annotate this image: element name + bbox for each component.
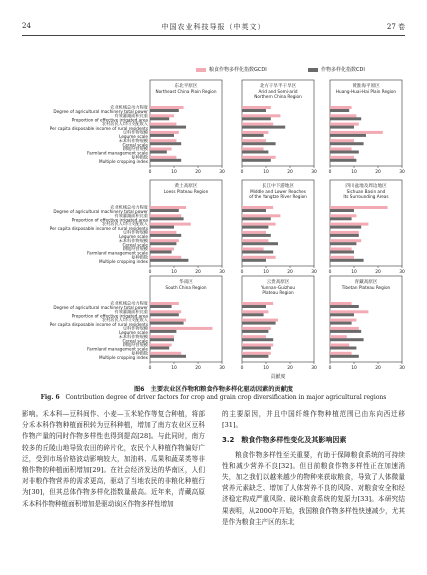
journal-title: 中国农业科技导报（中英文） bbox=[161, 23, 266, 31]
panel-title-en: Its Surrounding Areas bbox=[343, 194, 389, 199]
category-label-en: Multiple cropping index bbox=[98, 159, 148, 164]
x-tick-label: 0 bbox=[240, 270, 244, 275]
panel-title-cn: 黄土高原区 bbox=[174, 184, 198, 189]
bar-gcdi bbox=[330, 148, 352, 151]
bar-gcdi bbox=[330, 106, 352, 109]
category-label-cn: 农村居民人均可支配收入 bbox=[101, 317, 148, 323]
bar-gcdi bbox=[242, 206, 273, 209]
bar-cdi bbox=[150, 142, 181, 145]
panel-title-en: Sichuan Basin and bbox=[346, 189, 386, 194]
x-tick-label: 20 bbox=[287, 270, 293, 275]
bar-cdi bbox=[330, 151, 359, 154]
bar-cdi bbox=[150, 330, 176, 333]
x-tick-label: 20 bbox=[195, 270, 201, 275]
category-label-en: Per capita disposable income of rural residents bbox=[49, 321, 148, 327]
legend-label-cdi: 作物多样化指数CDI bbox=[321, 67, 365, 73]
bar-gcdi bbox=[150, 206, 186, 209]
bar-cdi bbox=[150, 355, 186, 358]
x-tick-label: 10 bbox=[351, 366, 357, 371]
bar-cdi bbox=[242, 142, 276, 145]
bar-gcdi bbox=[150, 302, 179, 305]
bar-cdi bbox=[150, 126, 186, 129]
category-label-en: Per capita disposable income of rural residents bbox=[49, 125, 148, 131]
bar-cdi bbox=[242, 313, 264, 316]
category-label-cn: 有效灌溉面积比重 bbox=[114, 308, 148, 314]
x-tick-label: 0 bbox=[328, 366, 332, 371]
x-tick-label: 20 bbox=[287, 366, 293, 371]
bar-gcdi bbox=[150, 256, 181, 259]
bar-gcdi bbox=[242, 335, 266, 338]
x-tick-label: 10 bbox=[263, 366, 269, 371]
body-column-right bbox=[222, 409, 405, 528]
bar-gcdi bbox=[242, 319, 278, 322]
bar-gcdi bbox=[242, 310, 268, 313]
panel-title-en: Tibetan Plateau Region bbox=[341, 285, 391, 290]
bar-gcdi bbox=[150, 319, 186, 322]
bar-gcdi bbox=[242, 231, 266, 234]
bar-cdi bbox=[242, 259, 266, 262]
bar-cdi bbox=[330, 126, 354, 129]
bar-gcdi bbox=[242, 148, 264, 151]
bar-gcdi bbox=[150, 335, 174, 338]
bar-gcdi bbox=[242, 352, 271, 355]
x-tick-label: 20 bbox=[287, 170, 293, 175]
bar-cdi bbox=[242, 242, 278, 245]
bar-gcdi bbox=[150, 148, 172, 151]
category-label-cn: 禾本科作物规模 bbox=[118, 237, 148, 243]
bar-cdi bbox=[150, 347, 169, 350]
bar-gcdi bbox=[330, 206, 388, 209]
bar-gcdi bbox=[330, 344, 349, 347]
category-label-en: Farmland management scale bbox=[87, 250, 148, 256]
x-axis-label: 贡献度 bbox=[270, 374, 286, 380]
bar-cdi bbox=[330, 242, 356, 245]
bar-gcdi bbox=[150, 131, 179, 134]
chart-legend bbox=[196, 66, 408, 74]
bar-gcdi bbox=[330, 248, 352, 251]
x-tick-label: 0 bbox=[328, 170, 332, 175]
bar-cdi bbox=[330, 259, 364, 262]
bar-gcdi bbox=[150, 114, 174, 117]
figure-caption-en bbox=[22, 394, 405, 401]
panel-title-cn: 东北平原区 bbox=[174, 84, 198, 89]
body-column-left bbox=[22, 409, 205, 510]
panel-title-cn: 长江中下游地区 bbox=[261, 184, 295, 189]
x-tick-label: 10 bbox=[171, 170, 177, 175]
bar-cdi bbox=[330, 134, 366, 137]
bar-cdi bbox=[242, 355, 268, 358]
bar-cdi bbox=[242, 322, 276, 325]
bar-gcdi bbox=[150, 248, 174, 251]
bar-cdi bbox=[330, 251, 354, 254]
bar-gcdi bbox=[330, 335, 347, 338]
category-label-cn: 农业机械总动力程度 bbox=[110, 300, 148, 306]
bar-gcdi bbox=[150, 327, 212, 330]
x-tick-label: 0 bbox=[148, 366, 152, 371]
category-label-en: Proportion of effective irrigated area bbox=[71, 117, 148, 123]
category-label-en: Farmland management scale bbox=[87, 150, 148, 156]
paragraph: 的主要原因，并且中国纤维作物种植范围已由东向西迁移[31]。 bbox=[222, 410, 405, 430]
panel-title-en: of the Yangtze River Region bbox=[249, 194, 307, 199]
bar-gcdi bbox=[150, 106, 184, 109]
bar-cdi bbox=[330, 313, 354, 316]
bar-gcdi bbox=[330, 131, 383, 134]
x-tick-label: 30 bbox=[219, 170, 225, 175]
bar-gcdi bbox=[242, 156, 276, 159]
bar-cdi bbox=[242, 330, 268, 333]
bar-gcdi bbox=[150, 231, 176, 234]
x-tick-label: 30 bbox=[311, 170, 317, 175]
bar-gcdi bbox=[330, 310, 368, 313]
panel-title-cn: 黄淮海平原区 bbox=[352, 84, 380, 89]
x-tick-label: 30 bbox=[219, 270, 225, 275]
bar-cdi bbox=[242, 117, 271, 120]
bar-gcdi bbox=[330, 302, 352, 305]
category-label-en: Cereal scale bbox=[122, 242, 148, 248]
category-label-cn: 农业机械总动力程度 bbox=[110, 104, 148, 110]
bar-cdi bbox=[150, 159, 181, 162]
bar-gcdi bbox=[242, 106, 271, 109]
bar-gcdi bbox=[330, 319, 356, 322]
panel-title-en: Northern China Region bbox=[254, 94, 302, 99]
bar-cdi bbox=[330, 330, 361, 333]
bar-cdi bbox=[330, 347, 356, 350]
bar-gcdi bbox=[330, 352, 352, 355]
bar-gcdi bbox=[330, 223, 368, 226]
panel-title-cn: 云贵高原区 bbox=[266, 280, 290, 285]
bar-gcdi bbox=[242, 139, 266, 142]
bar-cdi bbox=[150, 338, 174, 341]
bar-gcdi bbox=[330, 214, 356, 217]
volume-label: 27 卷 bbox=[386, 23, 405, 31]
category-label-cn: 有效灌溉面积比重 bbox=[114, 212, 148, 218]
category-label-en: Proportion of effective irrigated area bbox=[71, 313, 148, 319]
section-heading: 3.2 粮食作物多样性变化及其影响因素 bbox=[222, 436, 347, 445]
x-tick-label: 30 bbox=[399, 366, 405, 371]
bar-cdi bbox=[242, 226, 268, 229]
x-tick-label: 10 bbox=[351, 170, 357, 175]
bar-gcdi bbox=[330, 256, 354, 259]
category-label-cn: 豆科作物规模 bbox=[122, 129, 148, 135]
header-rule bbox=[22, 35, 405, 36]
bar-cdi bbox=[330, 226, 361, 229]
bar-cdi bbox=[150, 305, 172, 308]
bar-gcdi bbox=[150, 223, 191, 226]
panel-title-cn: 华南区 bbox=[179, 280, 193, 285]
legend-label-gcdi: 粮食作物多样化指数GCDI bbox=[209, 67, 267, 73]
panel-title-en: Northeast China Plain Region bbox=[155, 89, 217, 94]
category-label-cn: 豆科作物规模 bbox=[122, 325, 148, 331]
bar-cdi bbox=[330, 159, 356, 162]
panel-title-cn: 青藏高原区 bbox=[354, 280, 378, 285]
bar-gcdi bbox=[150, 352, 181, 355]
bar-gcdi bbox=[242, 131, 268, 134]
category-label-cn: 有效灌溉面积比重 bbox=[114, 112, 148, 118]
category-label-en: Multiple cropping index bbox=[98, 355, 148, 360]
legend-swatch-cdi bbox=[308, 68, 318, 72]
bar-cdi bbox=[242, 251, 273, 254]
category-label-cn: 农村居民人均可支配收入 bbox=[101, 121, 148, 127]
x-tick-label: 20 bbox=[375, 366, 381, 371]
category-label-cn: 农业机械总动力程度 bbox=[110, 204, 148, 210]
bar-gcdi bbox=[330, 239, 361, 242]
panel-title-en: Loess Plateau Region bbox=[163, 189, 209, 194]
x-tick-label: 20 bbox=[195, 366, 201, 371]
panel-title-en: Plateau Region bbox=[262, 290, 294, 295]
bar-cdi bbox=[242, 234, 271, 237]
bar-gcdi bbox=[242, 123, 273, 126]
x-tick-label: 0 bbox=[328, 270, 332, 275]
category-label-en: Farmland management scale bbox=[87, 346, 148, 352]
category-label-en: Degree of agricultural machinery total power bbox=[53, 209, 148, 215]
category-label-cn: 复种指数 bbox=[131, 154, 148, 160]
category-label-en: Degree of agricultural machinery total power bbox=[53, 305, 148, 311]
bar-cdi bbox=[150, 226, 174, 229]
figure-6-chart bbox=[20, 76, 412, 380]
bar-gcdi bbox=[242, 344, 273, 347]
bar-cdi bbox=[242, 126, 285, 129]
bar-cdi bbox=[242, 159, 271, 162]
x-tick-label: 10 bbox=[263, 270, 269, 275]
category-label-cn: 复种指数 bbox=[131, 254, 148, 260]
category-label-cn: 耕地经营规模 bbox=[122, 342, 148, 348]
x-tick-label: 10 bbox=[351, 270, 357, 275]
bar-cdi bbox=[330, 305, 359, 308]
panel-title-en: Huang-Huai-Hai Plain Region bbox=[335, 89, 397, 94]
x-tick-label: 30 bbox=[399, 270, 405, 275]
paragraph: 粮食作物多样性至关重要，有助于保障粮食系统的可持续性和减少营养不良[32]。但目前粮食作物多样性正在加速消失，加之我们以越来越少的物种来获取粮食，导致了人体微量营养元素缺乏、增加了人体营养不良的风险、对粮食安全和经济稳定构成严重风险、破坏粮食系统的复原力[33]。本研究结果表明，从2000年开始，我国粮食作物多样性快速减少，尤其是作为粮食主产区的东北 bbox=[222, 450, 405, 526]
bar-cdi bbox=[242, 151, 268, 154]
x-tick-label: 0 bbox=[148, 270, 152, 275]
category-label-en: Cereal scale bbox=[122, 338, 148, 344]
bar-gcdi bbox=[150, 239, 179, 242]
category-label-cn: 禾本科作物规模 bbox=[118, 333, 148, 339]
bar-gcdi bbox=[242, 114, 280, 117]
panel-title-en: Middle and Lower Reaches bbox=[250, 189, 306, 194]
x-tick-label: 30 bbox=[219, 366, 225, 371]
bar-gcdi bbox=[242, 223, 276, 226]
bar-cdi bbox=[150, 322, 184, 325]
bar-cdi bbox=[330, 142, 364, 145]
x-tick-label: 20 bbox=[375, 170, 381, 175]
bar-gcdi bbox=[150, 310, 181, 313]
bar-cdi bbox=[330, 209, 354, 212]
category-label-cn: 耕地经营规模 bbox=[122, 146, 148, 152]
bar-cdi bbox=[150, 234, 181, 237]
category-label-en: Legume scale bbox=[119, 134, 148, 140]
bar-cdi bbox=[330, 217, 352, 220]
bar-gcdi bbox=[330, 123, 359, 126]
bar-cdi bbox=[330, 338, 364, 341]
bar-cdi bbox=[150, 109, 179, 112]
x-tick-label: 20 bbox=[195, 170, 201, 175]
x-tick-label: 10 bbox=[263, 170, 269, 175]
paragraph: 影响。禾本科—豆科间作、小麦—玉米轮作等复合种植，将部分禾本科作物种植面积转为豆科种植，增加了南方农业区豆科作物产量的同时作物多样性也得到提高[28]。与此同时，南方较多的丘陵山地导致农田的碎片化，农民个人种植作物偏好广泛，受到市场价格波动影响较大，加油料、瓜果和蔬菜类等非粮作物的种植面积增加[29]。在社会经济发达的华南区，人们对非粮作物营养的需求更高，驱动了当地农民的非粮化种植行为[30]，但其总体作物多样化指数量最高。近年来，青藏高原禾本科作物种植面积增加是驱动该区作物多样性增加 bbox=[22, 410, 205, 508]
figure-caption-en-text: Contribution degree of driver factors for crop and grain crop diversification in major agricultural regions bbox=[65, 394, 387, 401]
category-label-en: Per capita disposable income of rural residents bbox=[49, 225, 148, 231]
page-header bbox=[22, 22, 405, 34]
bar-cdi bbox=[150, 217, 184, 220]
bar-cdi bbox=[330, 117, 361, 120]
bar-gcdi bbox=[242, 327, 271, 330]
bar-cdi bbox=[330, 355, 359, 358]
figure-label: Fig. 6 bbox=[40, 394, 60, 401]
panel-title-en: Yunnan-Guizhou bbox=[260, 285, 296, 290]
x-tick-label: 0 bbox=[240, 170, 244, 175]
x-tick-label: 30 bbox=[311, 270, 317, 275]
legend-swatch-gcdi bbox=[196, 68, 206, 72]
bar-gcdi bbox=[150, 139, 176, 142]
x-tick-label: 10 bbox=[171, 270, 177, 275]
category-label-en: Legume scale bbox=[119, 234, 148, 240]
page-number: 24 bbox=[22, 22, 31, 30]
x-tick-label: 0 bbox=[240, 366, 244, 371]
category-label-cn: 农村居民人均可支配收入 bbox=[101, 221, 148, 227]
panel-title-en: South China Region bbox=[165, 285, 207, 290]
bar-cdi bbox=[150, 251, 172, 254]
panel-title-cn: 四川盆地及周边地区 bbox=[345, 184, 387, 189]
category-label-en: Legume scale bbox=[119, 330, 148, 336]
category-label-en: Cereal scale bbox=[122, 142, 148, 148]
bar-gcdi bbox=[150, 156, 176, 159]
bar-cdi bbox=[150, 151, 167, 154]
category-label-en: Multiple cropping index bbox=[98, 259, 148, 264]
bar-gcdi bbox=[330, 156, 354, 159]
bar-cdi bbox=[150, 313, 179, 316]
bar-cdi bbox=[150, 117, 169, 120]
x-tick-label: 0 bbox=[148, 170, 152, 175]
bar-cdi bbox=[242, 134, 264, 137]
bar-cdi bbox=[242, 217, 271, 220]
bar-cdi bbox=[330, 322, 352, 325]
bar-cdi bbox=[150, 259, 188, 262]
bar-cdi bbox=[242, 305, 266, 308]
bar-gcdi bbox=[242, 248, 264, 251]
bar-gcdi bbox=[330, 231, 359, 234]
category-label-cn: 复种指数 bbox=[131, 350, 148, 356]
bar-cdi bbox=[242, 338, 273, 341]
category-label-en: Proportion of effective irrigated area bbox=[71, 217, 148, 223]
bar-cdi bbox=[330, 109, 349, 112]
panel-title-cn: 北方干旱半干旱区 bbox=[259, 84, 297, 89]
bar-gcdi bbox=[242, 302, 273, 305]
x-tick-label: 20 bbox=[375, 270, 381, 275]
category-label-cn: 耕地经营规模 bbox=[122, 246, 148, 252]
x-tick-label: 30 bbox=[311, 366, 317, 371]
bar-gcdi bbox=[242, 256, 276, 259]
bar-cdi bbox=[150, 242, 176, 245]
bar-cdi bbox=[330, 234, 359, 237]
legend-item-cdi bbox=[308, 66, 365, 73]
bar-gcdi bbox=[330, 327, 359, 330]
bar-gcdi bbox=[330, 139, 354, 142]
bar-gcdi bbox=[150, 123, 176, 126]
bar-gcdi bbox=[242, 214, 280, 217]
bar-gcdi bbox=[330, 114, 356, 117]
bar-cdi bbox=[150, 209, 179, 212]
panel-title-en: Arid and Semi-arid bbox=[258, 89, 298, 94]
bar-gcdi bbox=[150, 344, 172, 347]
legend-item-gcdi bbox=[196, 66, 267, 73]
bar-cdi bbox=[242, 347, 271, 350]
bar-gcdi bbox=[150, 214, 181, 217]
bar-cdi bbox=[150, 134, 174, 137]
bar-gcdi bbox=[242, 239, 268, 242]
x-tick-label: 10 bbox=[171, 366, 177, 371]
category-label-cn: 豆科作物规模 bbox=[122, 229, 148, 235]
category-label-cn: 禾本科作物规模 bbox=[118, 137, 148, 143]
figure-caption-cn: 图6 主要农业区作物和粮食作物多样化驱动因素的贡献度 bbox=[134, 386, 293, 393]
x-tick-label: 30 bbox=[399, 170, 405, 175]
bar-cdi bbox=[242, 109, 266, 112]
bar-cdi bbox=[242, 209, 266, 212]
category-label-en: Degree of agricultural machinery total power bbox=[53, 109, 148, 115]
